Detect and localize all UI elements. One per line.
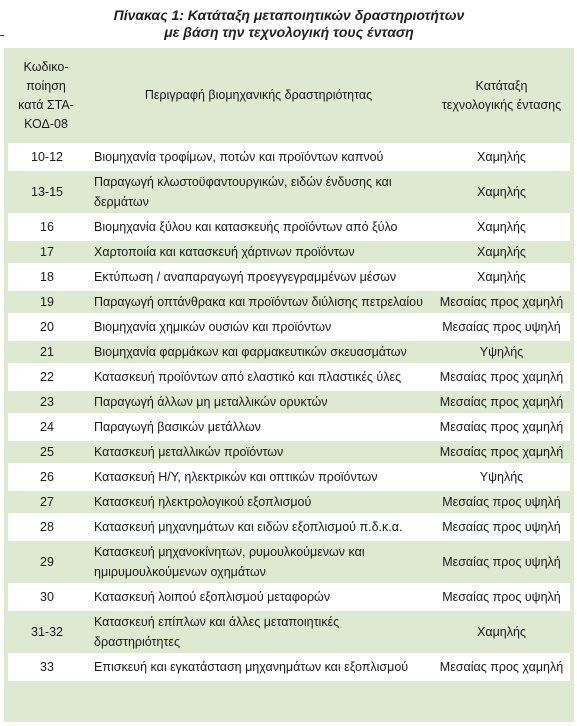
row-description: Κατασκευή μεταλλικών προϊόντων (84, 441, 433, 466)
row-classification: Υψηλής (433, 341, 570, 366)
row-classification: Χαμηλής (433, 146, 570, 171)
row-description: Κατασκευή επίπλων και άλλες μεταποιητικές δραστηριότητες (84, 611, 433, 656)
row-description: Παραγωγή άλλων μη μεταλλικών ορυκτών (84, 391, 433, 416)
table-row (8, 656, 570, 681)
row-classification: Χαμηλής (433, 241, 570, 266)
table-row (8, 391, 570, 416)
row-code: 18 (8, 266, 84, 291)
classification-table (8, 48, 570, 681)
table-row (8, 491, 570, 516)
row-classification: Μεσαίας προς χαμηλή (433, 391, 570, 416)
row-description: Κατασκευή μηχανημάτων και ειδών εξοπλισμού π.δ.κ.α. (84, 516, 433, 541)
header-code-line: κατά ΣΤΑ- (18, 97, 74, 112)
table-row (8, 516, 570, 541)
row-classification: Μεσαίας προς υψηλή (433, 516, 570, 541)
header-code (8, 48, 84, 146)
caption-line-2: με βάση την τεχνολογική τους ένταση (164, 24, 414, 40)
row-description: Παραγωγή βασικών μετάλλων (84, 416, 433, 441)
row-classification: Υψηλής (433, 466, 570, 491)
row-description: Βιομηχανία χημικών ουσιών και προϊόντων (84, 316, 433, 341)
row-description: Κατασκευή μηχανοκίνητων, ρυμουλκούμενων και ημιρυμουλκούμενων οχημάτων (84, 541, 433, 586)
table-row (8, 241, 570, 266)
row-description: Κατασκευή ηλεκτρολογικού εξοπλισμού (84, 491, 433, 516)
row-description: Βιομηχανία ξύλου και κατασκευής προϊόντων από ξύλο (84, 216, 433, 241)
header-code-line: ποίηση (26, 78, 66, 93)
table-row (8, 171, 570, 216)
row-description: Βιομηχανία φαρμάκων και φαρμακευτικών σκευασμάτων (84, 341, 433, 366)
row-code: 33 (8, 656, 84, 681)
row-classification: Χαμηλής (433, 266, 570, 291)
table-frame (4, 0, 574, 722)
row-code: 22 (8, 366, 84, 391)
row-classification: Χαμηλής (433, 611, 570, 656)
table-row (8, 266, 570, 291)
row-classification: Μεσαίας προς υψηλή (433, 541, 570, 586)
row-code: 17 (8, 241, 84, 266)
header-row (8, 48, 570, 146)
table-row (8, 611, 570, 656)
row-classification: Χαμηλής (433, 216, 570, 241)
row-code: 21 (8, 341, 84, 366)
row-classification: Χαμηλής (433, 171, 570, 216)
row-description: Κατασκευή προϊόντων από ελαστικό και πλαστικές ύλες (84, 366, 433, 391)
row-code: 13-15 (8, 171, 84, 216)
row-code: 31-32 (8, 611, 84, 656)
header-classification-line: τεχνολογικής έντασης (441, 97, 562, 112)
table-row (8, 441, 570, 466)
table-row (8, 466, 570, 491)
table-row (8, 341, 570, 366)
row-classification: Μεσαίας προς υψηλή (433, 586, 570, 611)
row-code: 26 (8, 466, 84, 491)
table-row (8, 416, 570, 441)
row-code: 20 (8, 316, 84, 341)
row-classification: Μεσαίας προς χαμηλή (433, 441, 570, 466)
row-description: Βιομηχανία τροφίμων, ποτών και προϊόντων καπνού (84, 146, 433, 171)
table-caption (4, 0, 574, 48)
row-classification: Μεσαίας προς χαμηλή (433, 291, 570, 316)
table-row (8, 146, 570, 171)
table-row (8, 541, 570, 586)
row-description: Χαρτοποιία και κατασκευή χάρτινων προϊόντων (84, 241, 433, 266)
row-classification: Μεσαίας προς υψηλή (433, 316, 570, 341)
row-classification: Μεσαίας προς χαμηλή (433, 366, 570, 391)
header-classification-line: Κατάταξη (475, 78, 528, 93)
row-classification: Μεσαίας προς χαμηλή (433, 656, 570, 681)
row-code: 29 (8, 541, 84, 586)
row-description: Παραγωγή κλωστοϋφαντουργικών, ειδών ένδυσης και δερμάτων (84, 171, 433, 216)
row-code: 19 (8, 291, 84, 316)
table-row (8, 216, 570, 241)
table-row (8, 316, 570, 341)
table-row (8, 291, 570, 316)
table-body (8, 146, 570, 681)
header-description: Περιγραφή βιομηχανικής δραστηριότητας (84, 48, 433, 146)
row-code: 10-12 (8, 146, 84, 171)
header-code-line: Κωδικο- (23, 59, 69, 74)
row-code: 16 (8, 216, 84, 241)
row-code: 23 (8, 391, 84, 416)
row-code: 25 (8, 441, 84, 466)
row-description: Παραγωγή οπτάνθρακα και προϊόντων διύλισης πετρελαίου (84, 291, 433, 316)
row-code: 27 (8, 491, 84, 516)
header-code-line: ΚΟΔ-08 (24, 116, 68, 131)
row-code: 24 (8, 416, 84, 441)
row-description: Κατασκευή Η/Υ, ηλεκτρικών και οπτικών προϊόντων (84, 466, 433, 491)
row-description: Κατασκευή λοιπού εξοπλισμού μεταφορών (84, 586, 433, 611)
row-classification: Μεσαίας προς υψηλή (433, 491, 570, 516)
caption-line-1: Πίνακας 1: Κατάταξη μεταποιητικών δραστηριοτήτων (113, 7, 465, 23)
row-description: Εκτύπωση / αναπαραγωγή προεγγεγραμμένων μέσων (84, 266, 433, 291)
header-classification (433, 48, 570, 146)
table-row (8, 586, 570, 611)
row-code: 30 (8, 586, 84, 611)
table-row (8, 366, 570, 391)
row-description: Επισκευή και εγκατάσταση μηχανημάτων και εξοπλισμού (84, 656, 433, 681)
row-code: 28 (8, 516, 84, 541)
row-classification: Μεσαίας προς χαμηλή (433, 416, 570, 441)
